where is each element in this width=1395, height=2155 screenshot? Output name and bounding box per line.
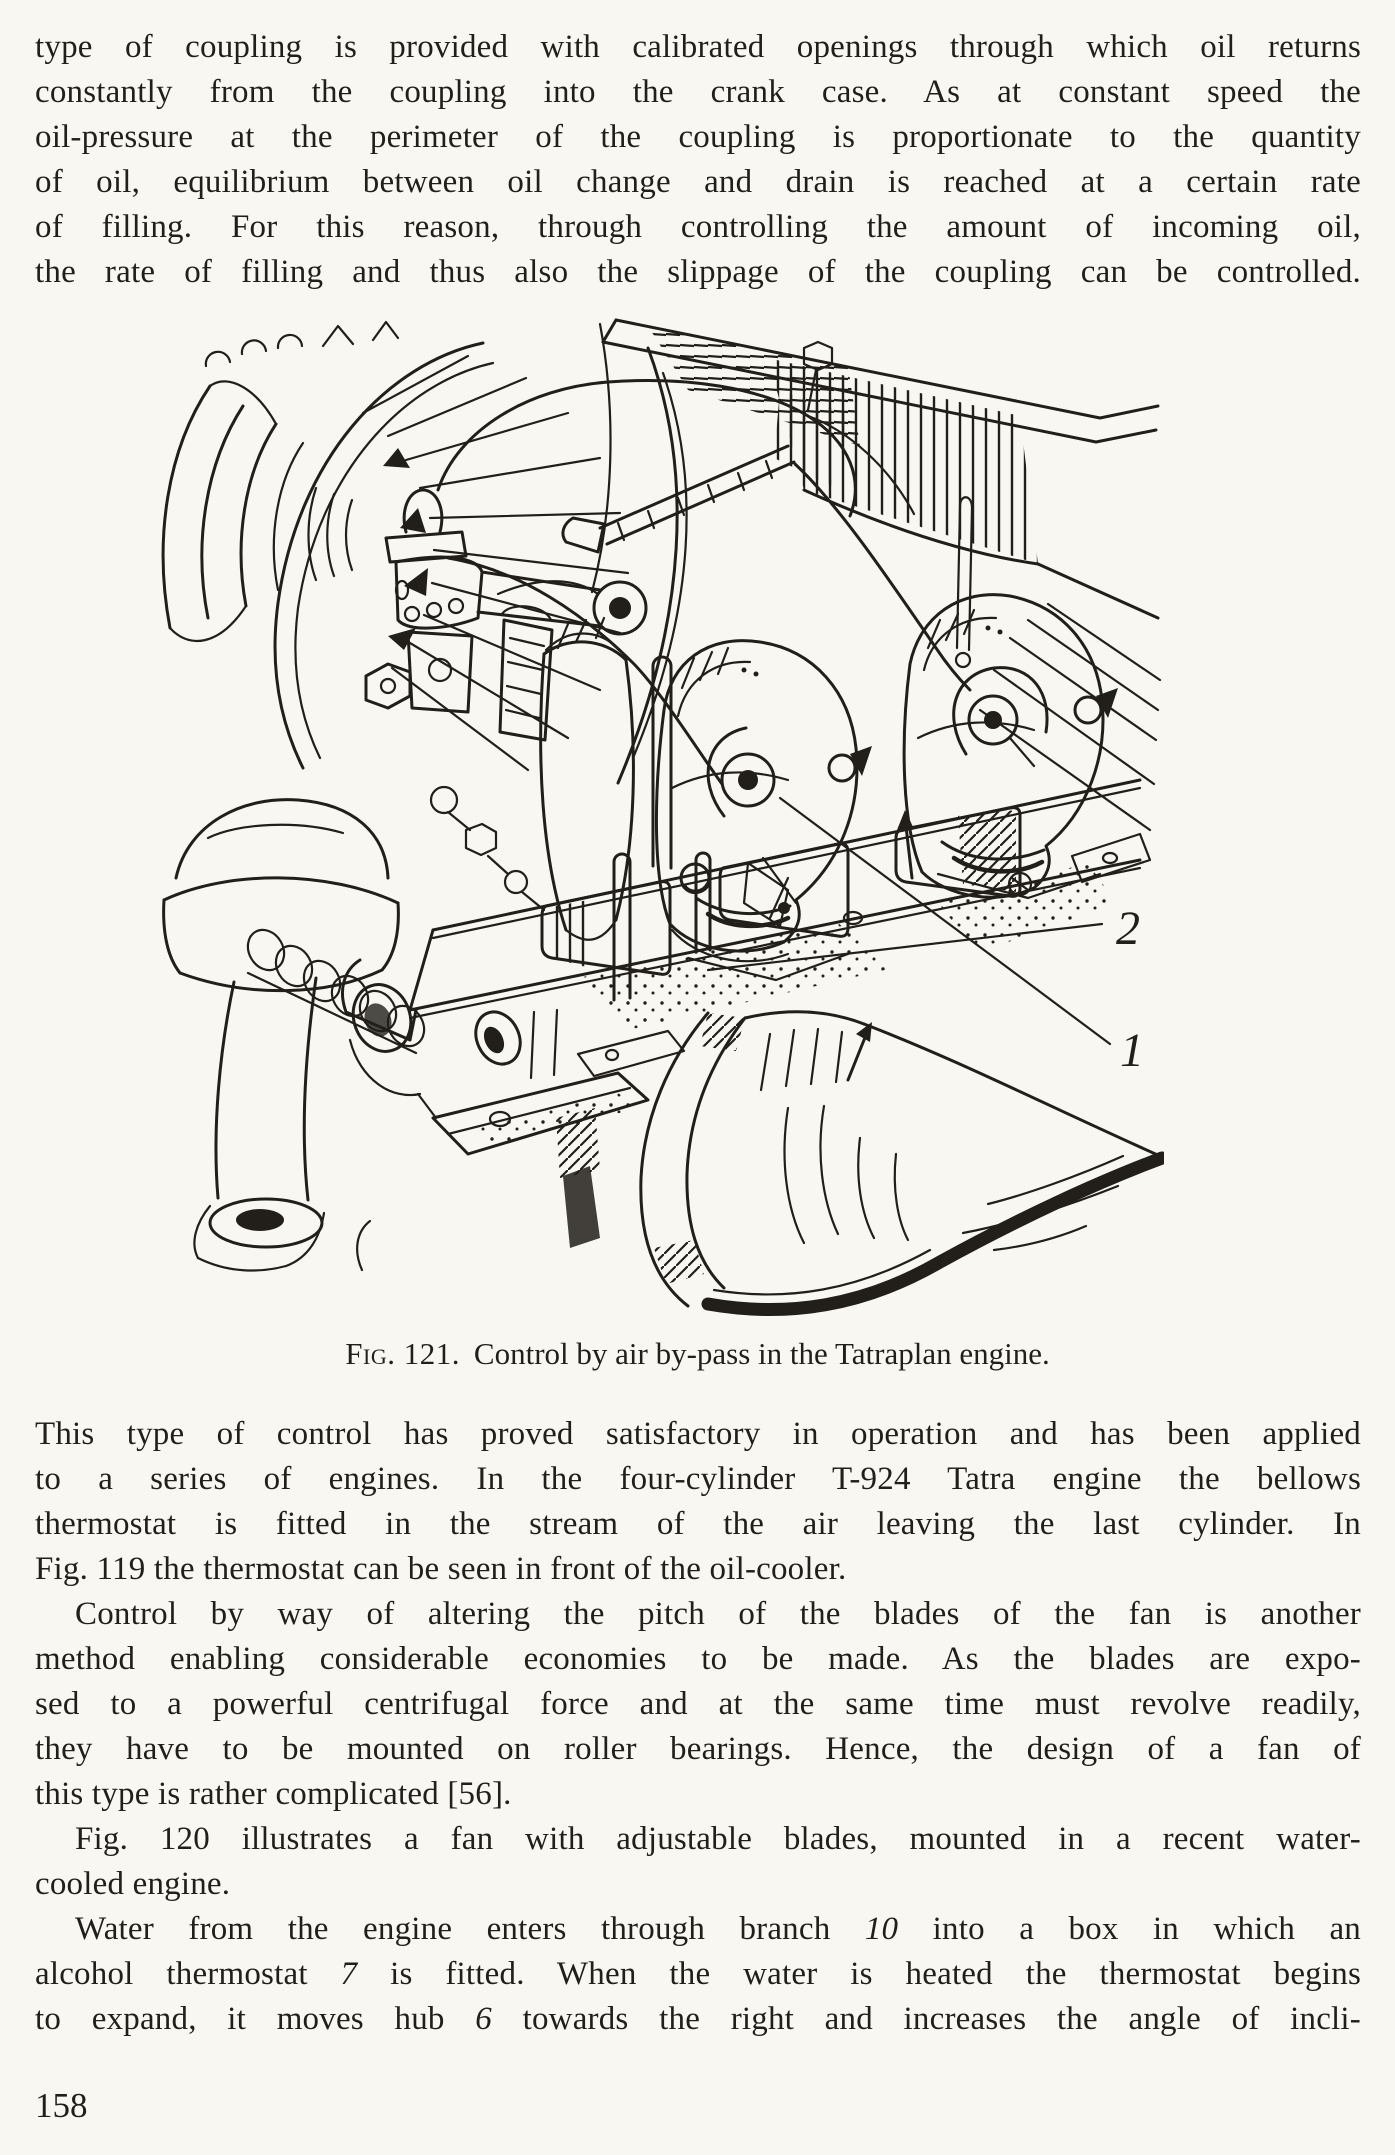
- text-line: of filling. For this reason, through controlling the amount of incoming oil,: [35, 209, 1361, 245]
- sill-frame: [342, 780, 1140, 1095]
- paragraph-oil-coupling: [35, 25, 1361, 295]
- text-line: oil-pressure at the perimeter of the coupling is proportionate to the quantity: [35, 119, 1361, 155]
- airflow-arrow-icon: [848, 1022, 872, 1080]
- text-line: Control by way of altering the pitch of the blades of the fan is another: [75, 1596, 1361, 1632]
- air-intake-horn: [164, 800, 432, 1271]
- text-line: to expand, it moves hub 6 towards the right and increases the angle of incli-: [35, 2001, 1361, 2037]
- text-line: this type is rather complicated [56].: [35, 1776, 512, 1812]
- text-line: method enabling considerable economies to be made. As the blades are expo-: [35, 1641, 1361, 1677]
- figure-caption-number: Fig. 121.: [345, 1336, 460, 1371]
- spring-coil: [241, 923, 431, 1053]
- figure-121-illustration: [148, 318, 1164, 1320]
- figure-caption-text: Control by air by-pass in the Tatraplan engine.: [473, 1336, 1050, 1371]
- text-line: type of coupling is provided with calibrated openings through which oil returns: [35, 29, 1361, 65]
- text-line: the rate of filling and thus also the slippage of the coupling can be controlled.: [35, 254, 1361, 290]
- figure-callout-1: 1: [1120, 1024, 1144, 1077]
- text-line: Water from the engine enters through branch 10 into a box in which an: [75, 1911, 1362, 1947]
- text-line: cooled engine.: [35, 1866, 231, 1902]
- text-line: This type of control has proved satisfactory in operation and has been applied: [35, 1416, 1361, 1452]
- text-line: they have to be mounted on roller bearings. Hence, the design of a fan of: [35, 1731, 1361, 1767]
- text-line: sed to a powerful centrifugal force and at the same time must revolve readily,: [35, 1686, 1361, 1722]
- paragraphs-fan-control: [35, 1412, 1361, 2042]
- text-line: Fig. 119 the thermostat can be seen in front of the oil-cooler.: [35, 1551, 847, 1587]
- figure-callout-2: 2: [1116, 902, 1140, 955]
- text-line: of oil, equilibrium between oil change and drain is reached at a certain rate: [35, 164, 1361, 200]
- page-number: 158: [35, 2086, 88, 2125]
- engine-line-art: [148, 318, 1164, 1320]
- figure-caption: [0, 1332, 1395, 1376]
- air-duct-box: [603, 320, 1158, 618]
- bottom-air-scoop: [357, 1005, 1162, 1310]
- text-line: alcohol thermostat 7 is fitted. When the water is heated the thermostat begins: [35, 1956, 1361, 1992]
- text-line: to a series of engines. In the four-cylinder T-924 Tatra engine the bellows: [35, 1461, 1361, 1497]
- text-line: thermostat is fitted in the stream of the air leaving the last cylinder. In: [35, 1506, 1361, 1542]
- text-line: Fig. 120 illustrates a fan with adjustable blades, mounted in a recent water-: [75, 1821, 1361, 1857]
- cylinder-cover-right: [904, 595, 1150, 898]
- text-line: constantly from the coupling into the crank case. As at constant speed the: [35, 74, 1361, 110]
